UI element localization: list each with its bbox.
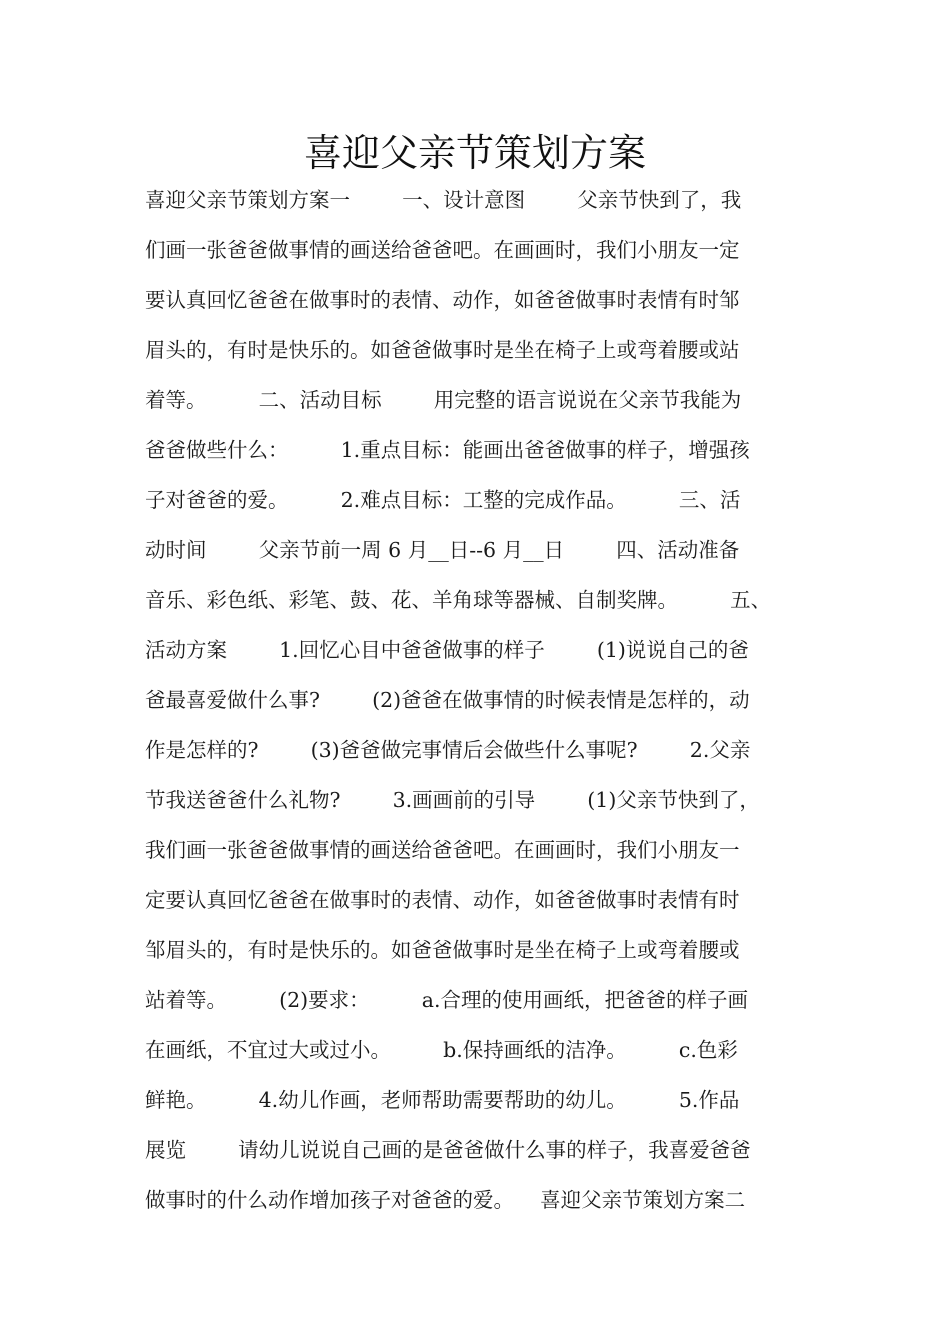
body-line: 爸爸做些什么： 1.重点目标：能画出爸爸做事的样子，增强孩 [145, 438, 750, 462]
body-line: 展览 请幼儿说说自己画的是爸爸做什么事的样子，我喜爱爸爸 [145, 1138, 751, 1162]
document-title: 喜迎父亲节策划方案 [303, 131, 646, 175]
body-line: 邹眉头的，有时是快乐的。如爸爸做事时是坐在椅子上或弯着腰或 [145, 938, 740, 962]
body-line: 着等。 二、活动目标 用完整的语言说说在父亲节我能为 [145, 388, 742, 412]
body-line: 做事时的什么动作增加孩子对爸爸的爱。 喜迎父亲节策划方案二 [145, 1188, 746, 1212]
body-line: 在画纸，不宜过大或过小。 b.保持画纸的洁净。 c.色彩 [145, 1038, 738, 1062]
body-line: 节我送爸爸什么礼物? 3.画画前的引导 (1)父亲节快到了， [145, 788, 760, 812]
body-line: 子对爸爸的爱。 2.难点目标：工整的完成作品。 三、活 [145, 488, 741, 512]
body-line: 们画一张爸爸做事情的画送给爸爸吧。在画画时，我们小朋友一定 [145, 238, 740, 262]
body-line: 鲜艳。 4.幼儿作画，老师帮助需要帮助的幼儿。 5.作品 [145, 1088, 740, 1112]
body-line: 音乐、彩色纸、彩笔、鼓、花、羊角球等器械、自制奖牌。 五、 [145, 588, 772, 612]
body-line: 定要认真回忆爸爸在做事时的表情、动作，如爸爸做事时表情有时 [145, 888, 740, 912]
body-line: 站着等。 (2)要求： a.合理的使用画纸，把爸爸的样子画 [145, 988, 749, 1012]
body-line: 作是怎样的? (3)爸爸做完事情后会做些什么事呢? 2.父亲 [145, 738, 751, 762]
body-line: 动时间 父亲节前一周 6 月__日--6 月__日 四、活动准备 [145, 538, 740, 562]
body-line: 眉头的，有时是快乐的。如爸爸做事时是坐在椅子上或弯着腰或站 [145, 338, 740, 362]
body-line: 要认真回忆爸爸在做事时的表情、动作，如爸爸做事时表情有时邹 [145, 288, 740, 312]
body-line: 爸最喜爱做什么事? (2)爸爸在做事情的时候表情是怎样的，动 [145, 688, 750, 712]
body-line: 我们画一张爸爸做事情的画送给爸爸吧。在画画时，我们小朋友一 [145, 838, 740, 862]
body-line: 喜迎父亲节策划方案一 一、设计意图 父亲节快到了，我 [145, 188, 742, 212]
document-body [145, 180, 815, 1230]
body-line: 活动方案 1.回忆心目中爸爸做事的样子 (1)说说自己的爸 [145, 638, 749, 662]
